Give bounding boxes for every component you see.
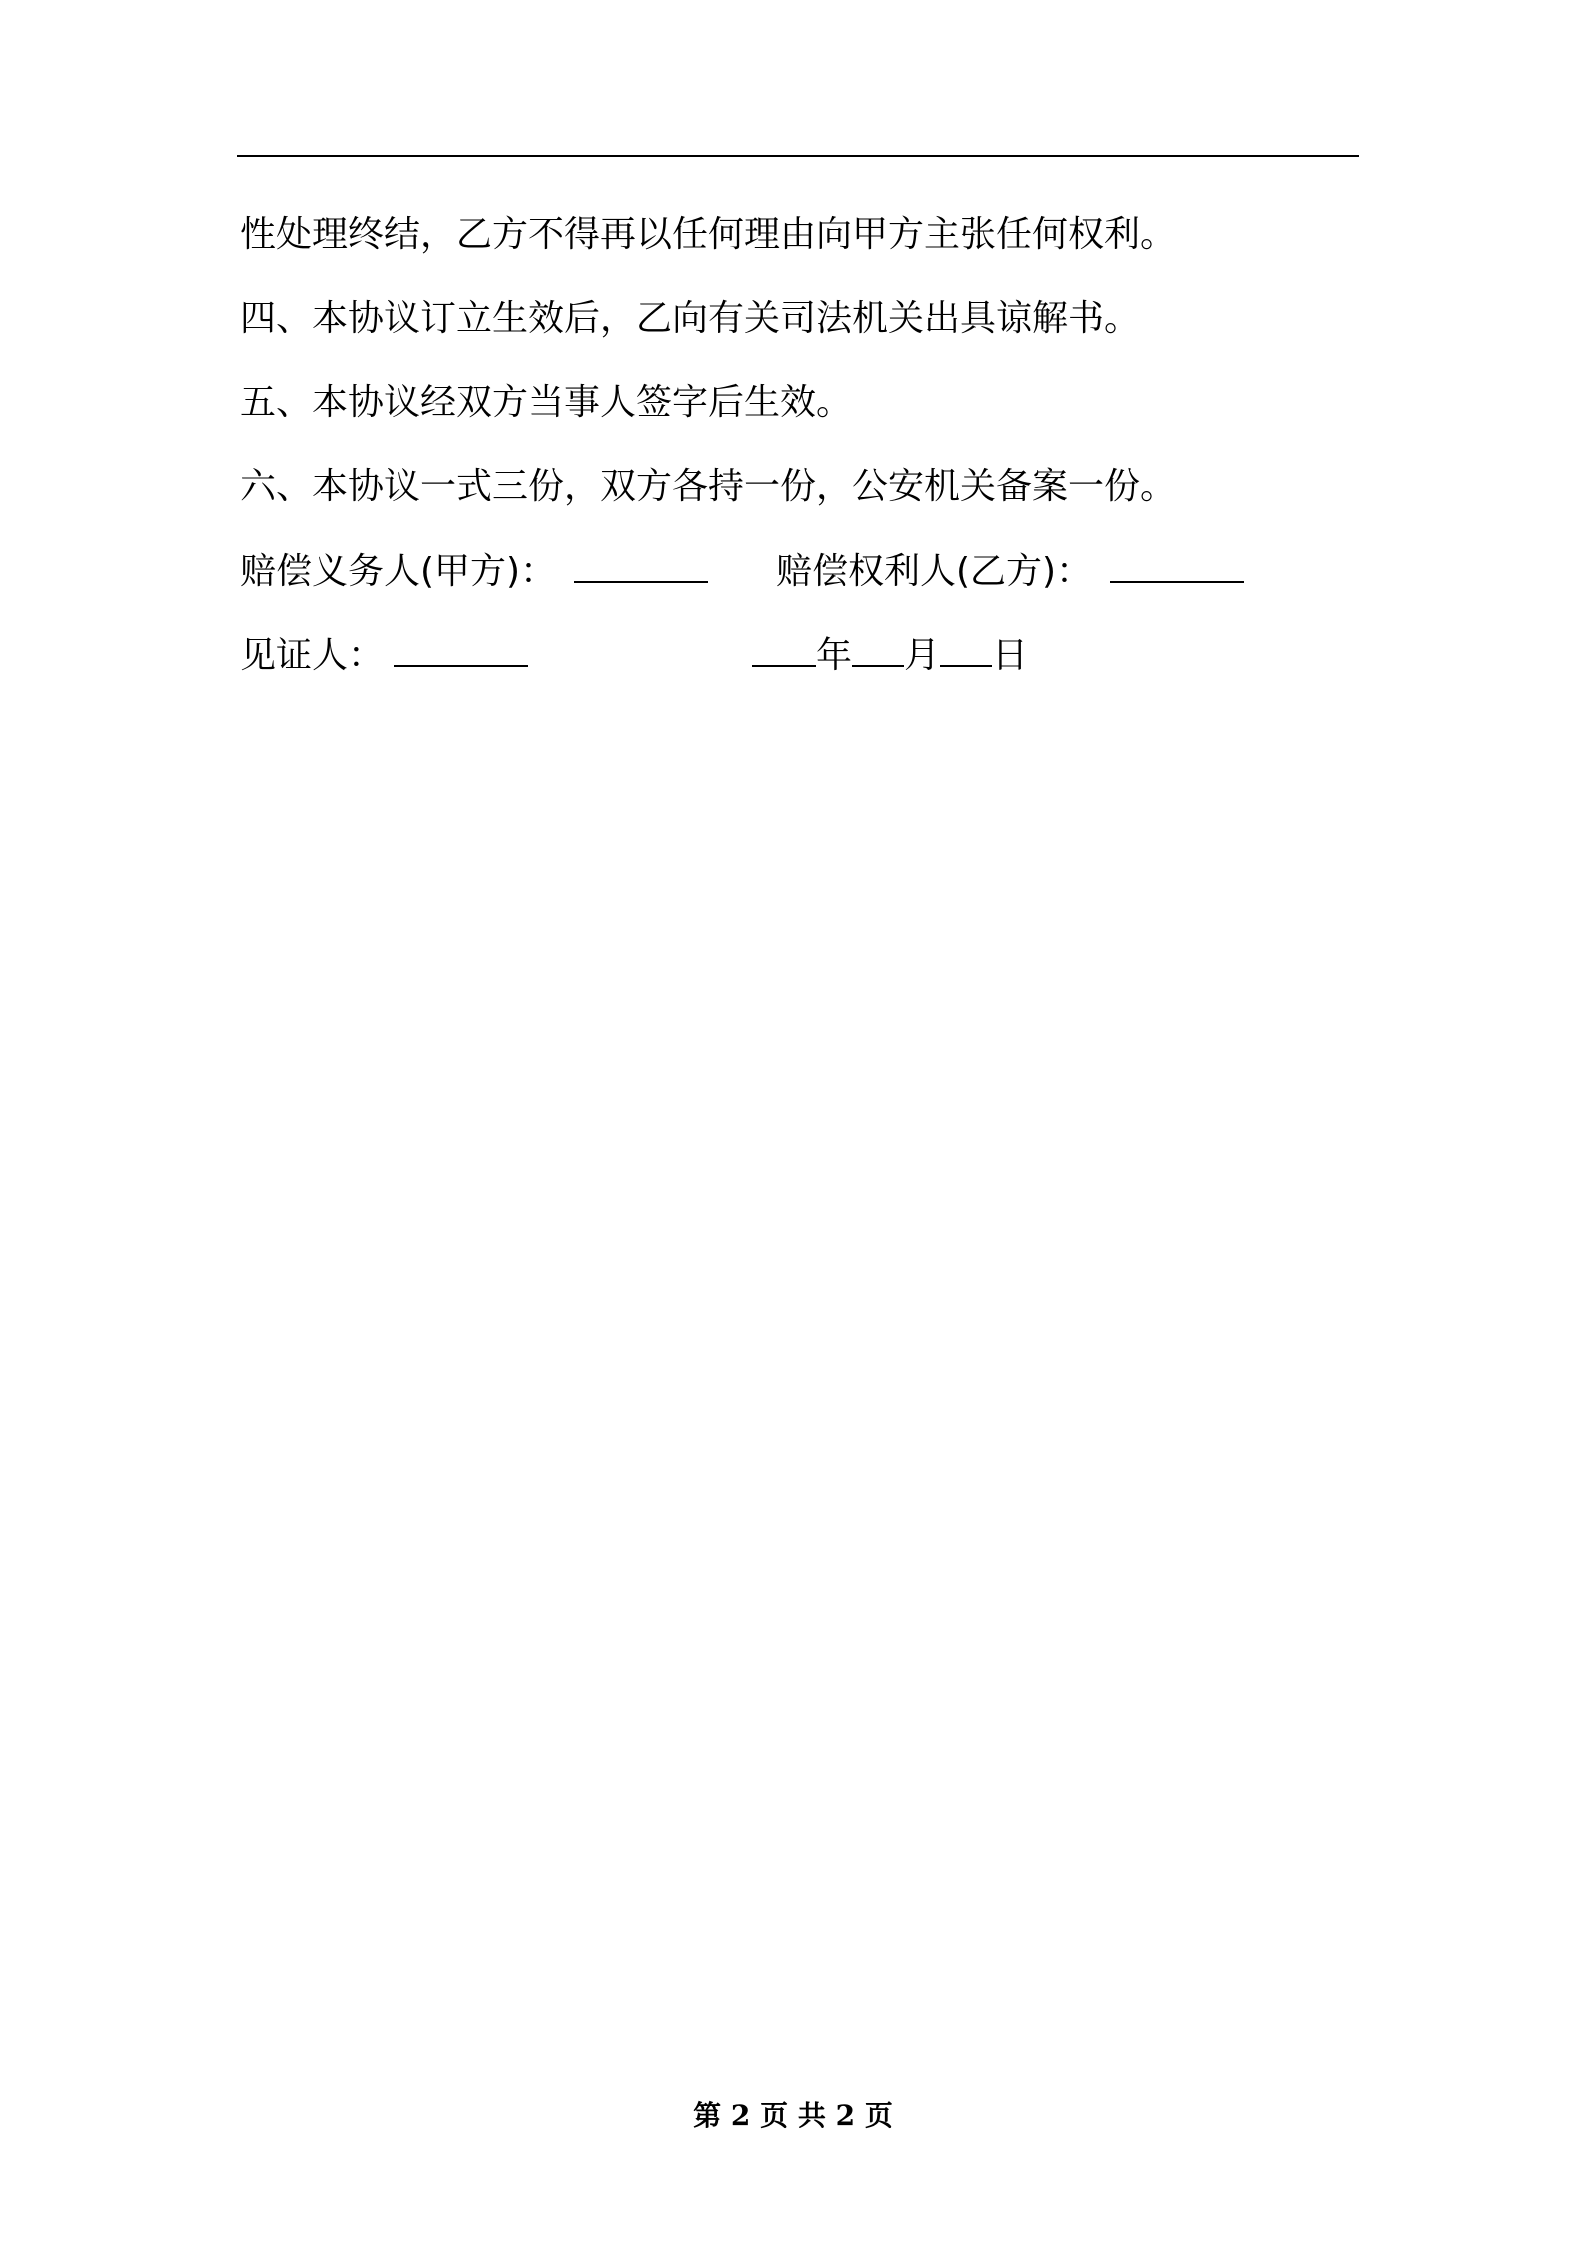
clause-5: 五、本协议经双方当事人签字后生效。 bbox=[240, 382, 853, 423]
day-label: 日 bbox=[992, 635, 1029, 676]
witness-signature bbox=[240, 631, 528, 680]
month-label: 月 bbox=[904, 635, 941, 676]
obligor-label: 赔偿义务人(甲方)： bbox=[240, 551, 557, 592]
obligee-label: 赔偿权利人(乙方)： bbox=[776, 551, 1093, 592]
year-label: 年 bbox=[816, 635, 853, 676]
month-blank[interactable] bbox=[852, 631, 904, 667]
clause-6: 六、本协议一式三份，双方各持一份，公安机关备案一份。 bbox=[240, 466, 1177, 507]
page-number-footer: 第 2 页 共 2 页 bbox=[693, 2099, 893, 2132]
obligee-signature bbox=[776, 547, 1244, 596]
witness-signature-line[interactable] bbox=[394, 631, 528, 667]
obligor-signature bbox=[240, 547, 708, 596]
header-rule bbox=[237, 155, 1359, 157]
year-blank[interactable] bbox=[752, 631, 816, 667]
obligor-signature-line[interactable] bbox=[574, 547, 708, 583]
paragraph-line-1: 性处理终结，乙方不得再以任何理由向甲方主张任何权利。 bbox=[240, 214, 1177, 255]
witness-label: 见证人： bbox=[240, 635, 385, 676]
clause-4: 四、本协议订立生效后，乙向有关司法机关出具谅解书。 bbox=[240, 298, 1141, 339]
day-blank[interactable] bbox=[940, 631, 992, 667]
date-fields bbox=[752, 631, 1028, 680]
obligee-signature-line[interactable] bbox=[1110, 547, 1244, 583]
